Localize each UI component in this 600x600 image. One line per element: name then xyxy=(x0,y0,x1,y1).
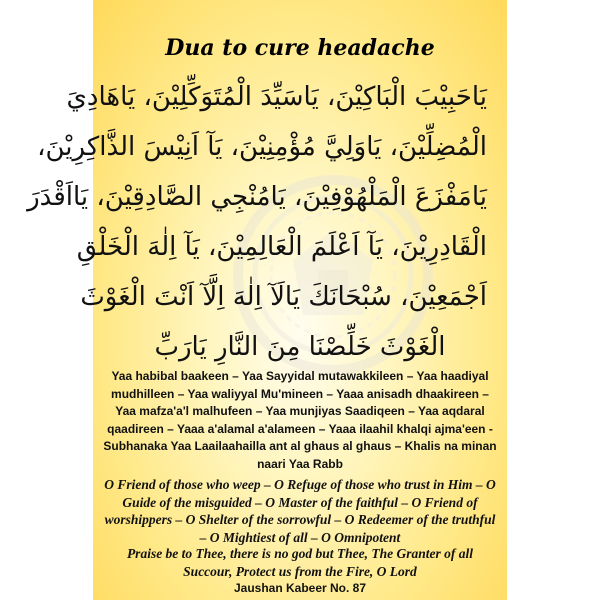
arabic-line: يَامَفْزَعَ الْمَلْهُوْفِيْنَ، يَامُنْجِي الصَّادِقِيْنَ، يَااَقْدَرَ xyxy=(27,182,487,212)
arabic-line: الْمُضِلِّيْنَ، يَاوَلِيَّ مُؤْمِنِيْنَ، يَآ اَنِيْسَ الذَّاكِرِيْنَ، xyxy=(37,132,487,162)
arabic-line: الْقَادِرِيْنَ، يَآ اَعْلَمَ الْعَالِمِيْنَ، يَآ اِلٰهَ الْخَلْقِ xyxy=(76,232,487,262)
arabic-line: اَجْمَعِيْنَ، سُبْحَانَكَ يَالَآ اِلٰهَ اِلَّآ اَنْتَ الْغَوْثَ xyxy=(80,282,487,312)
english-translation-text: O Friend of those who weep – O Refuge of those who trust in Him – O Guide of the misguided – O Master of the faithful – O Friend of worshippers – O Shelter of the sorrowful – O Redeemer of the truthful – O Mightiest of all – O Omnipotent xyxy=(104,477,496,545)
page-title: Dua to cure headache xyxy=(165,35,435,61)
arabic-line: الْغَوْثَ خَلِّصْنَا مِنَ النَّارِ يَارَبِّ xyxy=(154,332,446,362)
arabic-line: يَاحَبِيْبَ الْبَاكِيْنَ، يَاسَيِّدَ الْمُتَوَكِّلِيْنَ، يَاهَادِيَ xyxy=(66,82,487,112)
arabic-dua-text xyxy=(27,72,487,372)
praise-text: Praise be to Thee, there is no god but Thee, The Granter of all Succour, Protect us from the Fire, O Lord xyxy=(126,546,474,579)
source-reference: Jaushan Kabeer No. 87 xyxy=(233,581,367,595)
transliteration-text: Yaa habibal baakeen – Yaa Sayyidal mutawakkileen – Yaa haadiyal mudhilleen – Yaa waliyyal Mu'mineen – Yaaa anisadh dhaakireen – Yaa mafza'a'l malhufeen – Yaa munjiyas Saadiqeen – Yaa aqdaral qaadireen – Yaaa a'alamal a'alameen – Yaaa ilaahil khalqi ajma'een - Subhanaka Yaa Laailaahailla ant al ghaus al ghaus – Khalis na minan naari Yaa Rabb xyxy=(103,369,497,471)
dua-card xyxy=(27,0,507,600)
